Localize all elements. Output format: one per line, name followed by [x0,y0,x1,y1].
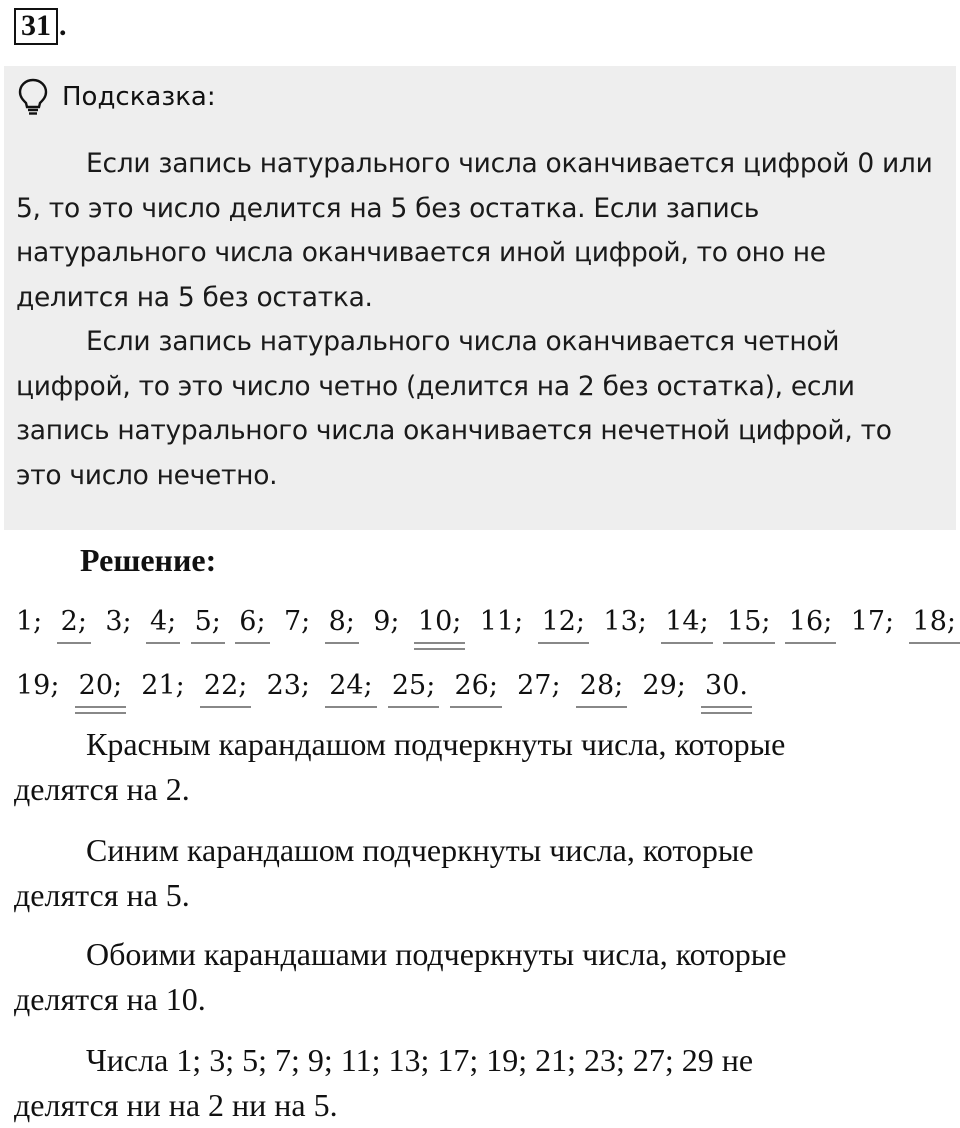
task-number [14,8,67,45]
paragraph-divisible-by-2 [14,722,944,812]
hint-box [4,66,956,530]
number-item: 19; [16,670,60,701]
number-item: 2; [61,600,87,644]
number-item: 26; [454,664,497,708]
paragraph-line: Синим карандашом подчеркнуты числа, которые [86,832,754,868]
number-item: 9; [373,606,400,637]
number-item: 6; [239,600,265,644]
solution-label: Решение: [80,542,217,578]
paragraph-line: делятся ни на 2 ни на 5. [14,1087,338,1123]
number-item: 17; [850,606,895,637]
task-number-box: 31 [14,8,58,45]
paragraph-line: делятся на 2. [14,771,190,807]
number-item: 8; [329,600,355,644]
lightbulb-icon [18,78,48,116]
number-item: 12; [542,600,585,644]
number-item: 5; [195,600,221,644]
number-item: 25; [392,664,435,708]
number-item: 24; [329,664,372,708]
hint-title: Подсказка: [62,82,216,112]
paragraph-line: делятся на 5. [14,877,190,913]
number-item: 27; [517,670,561,701]
task-number-suffix: . [59,9,67,42]
paragraph-not-divisible [14,1038,944,1128]
number-item: 23; [266,670,311,701]
number-item: 7; [283,606,311,637]
number-item: 10; [418,600,461,644]
number-item: 18; [913,600,956,644]
paragraph-line: Обоими карандашами подчеркнуты числа, которые [86,936,787,972]
number-item: 1; [16,606,43,637]
paragraph-divisible-by-10 [14,932,944,1022]
number-item: 28; [580,664,623,708]
number-item: 4; [150,600,176,644]
number-item: 3; [105,606,132,637]
number-item: 13; [603,606,647,637]
number-item: 15; [727,600,770,644]
number-item: 22; [204,664,247,708]
number-item: 16; [789,600,832,644]
number-item: 14; [665,600,708,644]
number-item: 11; [479,606,524,637]
number-line-1 [16,600,956,644]
paragraph-line: делятся на 10. [14,981,206,1017]
hint-text [16,142,942,498]
hint-header [18,78,216,116]
number-item: 20; [79,664,122,708]
hint-paragraph-2: Если запись натурального числа оканчивается четной цифрой, то это число четно (делится на 2 без остатка), если запись натурального числа оканчивается нечетной цифрой, то это число нечетно. [16,326,892,491]
number-line-2 [16,664,748,708]
hint-paragraph-1: Если запись натурального числа оканчивается цифрой 0 или 5, то это число делится на 5 без остатка. Если запись натурального числа оканчивается иной цифрой, то оно не делится на 5 без остатка. [16,148,933,313]
paragraph-line: Числа 1; 3; 5; 7; 9; 11; 13; 17; 19; 21; 23; 27; 29 не [86,1042,754,1078]
number-item: 29; [642,670,686,701]
paragraph-line: Красным карандашом подчеркнуты числа, которые [86,726,786,762]
paragraph-divisible-by-5 [14,828,944,918]
number-item: 30. [705,664,748,708]
number-item: 21; [141,670,185,701]
